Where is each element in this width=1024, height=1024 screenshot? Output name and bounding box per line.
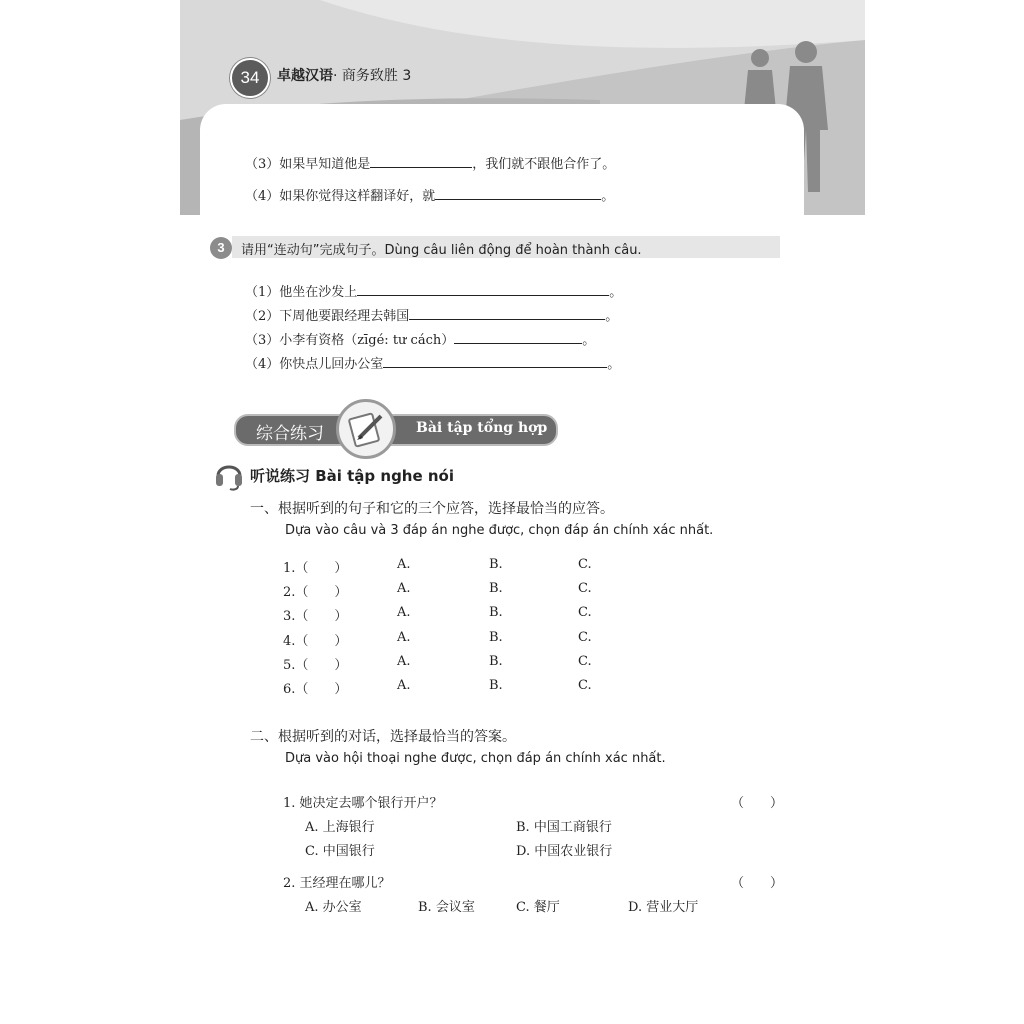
page-number: 34	[230, 58, 270, 98]
option-b[interactable]: B.	[489, 605, 503, 621]
option-b[interactable]: B.	[489, 678, 503, 693]
headphones-icon	[214, 458, 244, 492]
option-c[interactable]: C. 餐厅	[516, 900, 560, 915]
option-c[interactable]: C.	[578, 678, 592, 693]
option-c[interactable]: C.	[578, 629, 592, 645]
row-number[interactable]: 3.（ ）	[283, 609, 348, 625]
item-text: 下周他要跟经理去韩国	[279, 309, 410, 324]
option-a[interactable]: A.	[397, 678, 411, 693]
item-text: 你快点儿回办公室	[279, 357, 384, 372]
answer-blank[interactable]	[357, 283, 609, 296]
answer-paren[interactable]: （ ）	[731, 876, 784, 891]
option-b[interactable]: B.	[489, 557, 503, 572]
exercise-item	[245, 329, 595, 348]
part1-title: 一、根据听到的句子和它的三个应答，选择最恰当的应答。	[250, 501, 614, 517]
item-text: 小李有资格（zīgé: tư cách）	[279, 333, 455, 348]
banner-right	[378, 414, 558, 446]
item-text-end: ，我们就不跟他合作了。	[472, 157, 616, 172]
book-title-main: 卓越汉语	[277, 68, 333, 84]
item-text-end: 。	[605, 309, 619, 324]
row-number[interactable]: 2.（ ）	[283, 585, 348, 601]
part2-subtitle: Dựa vào hội thoại nghe được, chọn đáp án chính xác nhất.	[285, 751, 666, 766]
item-text-end: 。	[582, 333, 596, 348]
item-text: 如果你觉得这样翻译好，就	[279, 189, 436, 204]
option-a[interactable]: A. 上海银行	[305, 820, 375, 835]
answer-blank[interactable]	[370, 155, 472, 168]
option-b[interactable]: B.	[489, 581, 503, 597]
option-a[interactable]: A.	[397, 557, 411, 572]
exercise-item	[245, 153, 615, 172]
item-text: 如果早知道他是	[279, 157, 371, 172]
option-a[interactable]: A.	[397, 653, 411, 669]
item-text-end: 。	[601, 189, 615, 204]
answer-blank[interactable]	[435, 187, 601, 200]
option-b[interactable]: B.	[489, 629, 503, 645]
item-number: （4）	[245, 189, 280, 204]
exercise-item	[245, 281, 622, 300]
item-number: （1）	[245, 285, 280, 300]
part1-subtitle: Dựa vào câu và 3 đáp án nghe được, chọn đáp án chính xác nhất.	[285, 523, 714, 538]
option-a[interactable]: A. 办公室	[305, 900, 362, 915]
listening-heading: 听说练习 Bài tập nghe nói	[250, 467, 455, 485]
notebook-pen-icon	[336, 399, 396, 459]
exercise-item	[245, 185, 614, 204]
item-number: （2）	[245, 309, 280, 324]
option-d[interactable]: D. 营业大厅	[628, 900, 699, 915]
answer-blank[interactable]	[454, 331, 582, 344]
banner-right-label: Bài tập tổng hợp	[416, 420, 548, 436]
question-text: 2. 王经理在哪儿？	[283, 876, 391, 891]
item-number: （3）	[245, 157, 280, 172]
option-b[interactable]: B.	[489, 653, 503, 669]
item-text-end: 。	[609, 285, 623, 300]
section-title: 请用“连动句”完成句子。Dùng câu liên động để hoàn thành câu.	[241, 243, 642, 258]
answer-paren[interactable]: （ ）	[731, 796, 784, 811]
option-a[interactable]: A.	[397, 581, 411, 597]
content-card	[200, 104, 804, 244]
book-title	[277, 65, 411, 85]
section-number-badge: 3	[210, 237, 232, 259]
row-number[interactable]: 5.（ ）	[283, 657, 348, 673]
option-c[interactable]: C.	[578, 557, 592, 572]
option-c[interactable]: C.	[578, 581, 592, 597]
item-text-end: 。	[607, 357, 621, 372]
option-c[interactable]: C.	[578, 653, 592, 669]
answer-blank[interactable]	[409, 307, 605, 320]
row-number[interactable]: 1.（ ）	[283, 561, 348, 576]
option-a[interactable]: A.	[397, 629, 411, 645]
row-number[interactable]: 6.（ ）	[283, 682, 348, 697]
option-c[interactable]: C.	[578, 605, 592, 621]
option-b[interactable]: B. 会议室	[418, 900, 475, 915]
option-a[interactable]: A.	[397, 605, 411, 621]
option-c[interactable]: C. 中国银行	[305, 844, 375, 859]
book-title-sub: · 商务致胜 3	[333, 68, 412, 84]
option-d[interactable]: D. 中国农业银行	[516, 844, 613, 859]
exercise-item	[245, 353, 620, 372]
item-text: 他坐在沙发上	[279, 285, 358, 300]
banner-left-label: 综合练习	[256, 424, 324, 444]
part2-title: 二、根据听到的对话，选择最恰当的答案。	[250, 729, 516, 745]
item-number: （3）	[245, 333, 280, 348]
option-b[interactable]: B. 中国工商银行	[516, 820, 612, 835]
question-text: 1. 她决定去哪个银行开户？	[283, 796, 443, 811]
answer-blank[interactable]	[383, 355, 607, 368]
exercise-item	[245, 305, 618, 324]
row-number[interactable]: 4.（ ）	[283, 633, 348, 649]
item-number: （4）	[245, 357, 280, 372]
